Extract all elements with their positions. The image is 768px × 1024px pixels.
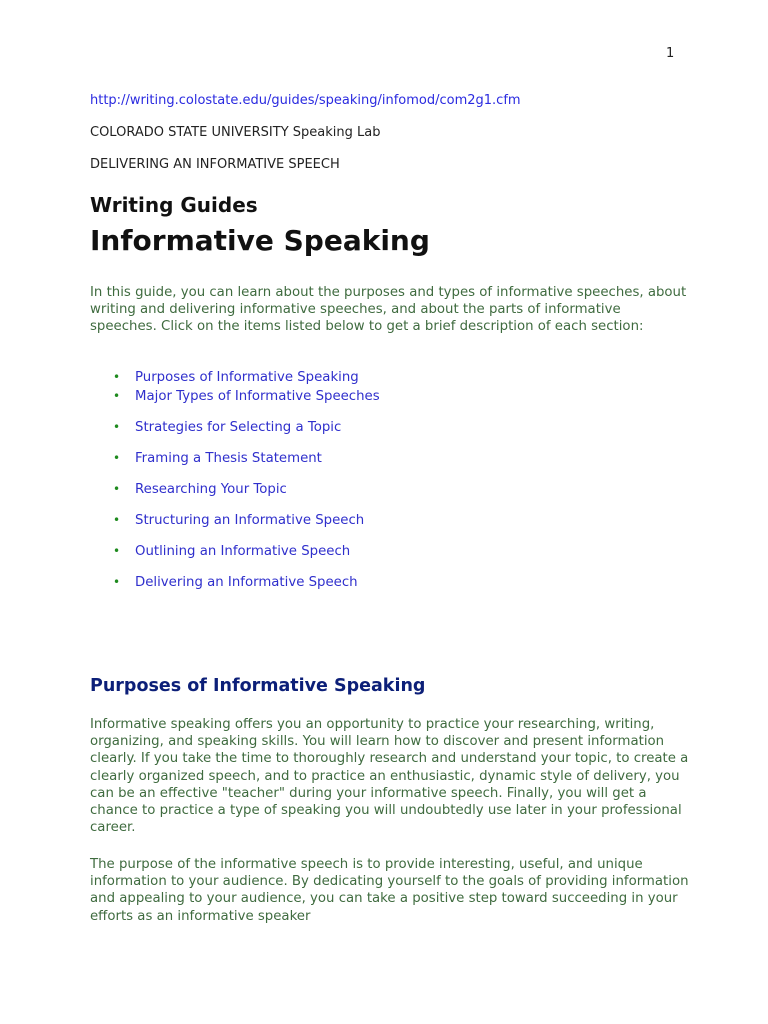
bullet-icon: • — [113, 451, 121, 465]
bullet-icon: • — [113, 513, 121, 527]
intro-paragraph: In this guide, you can learn about the purposes and types of informative speeches, about writing and delivering informative speeches, and about the parts of informative speeches. Click on the items listed below to get a brief description of each section: — [90, 285, 687, 335]
toc-link-researching[interactable]: Researching Your Topic — [135, 482, 287, 497]
toc-item — [113, 451, 322, 466]
writing-guides-kicker: Writing Guides — [90, 193, 258, 217]
section-paragraph: The purpose of the informative speech is to provide interesting, useful, and unique information to your audience. By dedicating yourself to the goals of providing information and appealing to your audience, you can take a positive step toward succeeding in your efforts as an informative speaker — [90, 857, 689, 924]
document-title: DELIVERING AN INFORMATIVE SPEECH — [90, 157, 340, 172]
toc-link-structuring[interactable]: Structuring an Informative Speech — [135, 513, 365, 528]
toc-link-thesis[interactable]: Framing a Thesis Statement — [135, 451, 322, 466]
page-number: 1 — [666, 46, 675, 61]
bullet-icon: • — [113, 389, 121, 403]
toc-link-purposes[interactable]: Purposes of Informative Speaking — [135, 370, 359, 385]
page-title: Informative Speaking — [90, 224, 430, 257]
toc-item — [113, 389, 380, 404]
toc-item — [113, 420, 341, 435]
bullet-icon: • — [113, 544, 121, 558]
bullet-icon: • — [113, 370, 121, 384]
section-paragraph: Informative speaking offers you an opportunity to practice your researching, writing, organizing, and speaking skills. You will learn how to discover and present information clearly. If you take the time to thoroughly research and understand your topic, to create a clearly organized speech, and to practice an enthusiastic, dynamic style of delivery, you can be an effective "teacher" during your informative speech. Finally, you will get a chance to practice a type of speaking you will undoubtedly use later in your professional career. — [90, 717, 689, 836]
toc-item — [113, 575, 358, 590]
toc-link-delivering[interactable]: Delivering an Informative Speech — [135, 575, 358, 590]
section-heading: Purposes of Informative Speaking — [90, 676, 426, 696]
toc-item — [113, 513, 364, 528]
toc-link-outlining[interactable]: Outlining an Informative Speech — [135, 544, 351, 559]
bullet-icon: • — [113, 482, 121, 496]
bullet-icon: • — [113, 420, 121, 434]
source-url-link[interactable]: http://writing.colostate.edu/guides/speaking/infomod/com2g1.cfm — [90, 93, 521, 108]
toc-item — [113, 370, 359, 385]
toc-link-strategies[interactable]: Strategies for Selecting a Topic — [135, 420, 342, 435]
toc-item — [113, 544, 350, 559]
toc-item — [113, 482, 287, 497]
bullet-icon: • — [113, 575, 121, 589]
toc-link-major-types[interactable]: Major Types of Informative Speeches — [135, 389, 380, 404]
organization-line: COLORADO STATE UNIVERSITY Speaking Lab — [90, 125, 381, 140]
